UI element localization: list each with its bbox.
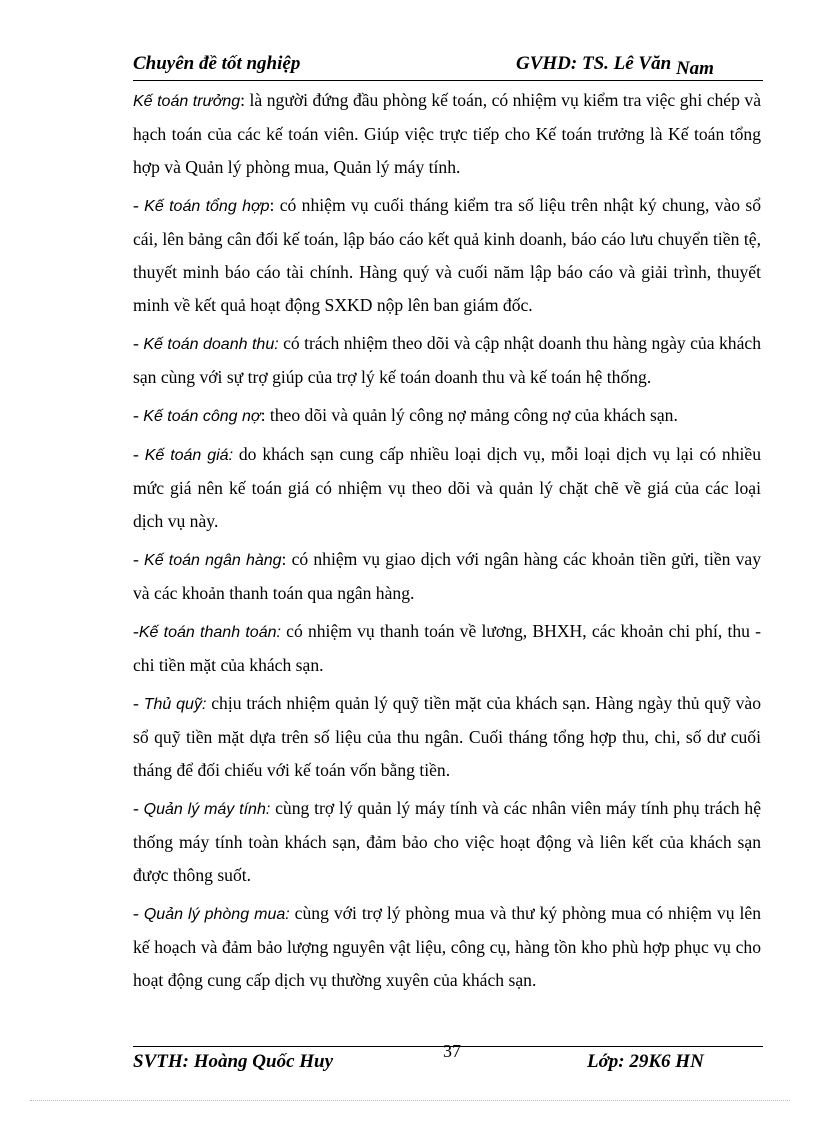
paragraph-prefix: - — [133, 333, 144, 353]
page-footer — [133, 1041, 763, 1077]
paragraph-ke-toan-tong-hop — [133, 189, 761, 322]
header-advisor-name: Nam — [675, 58, 714, 79]
paragraph-prefix: - — [133, 621, 139, 641]
footer-class: Lớp: 29K6 HN — [587, 1051, 704, 1072]
paragraph-label: Kế toán thanh toán: — [138, 624, 281, 641]
paragraph-ke-toan-gia — [133, 438, 761, 538]
paragraph-ke-toan-doanh-thu — [133, 327, 761, 394]
paragraph-thu-quy — [133, 687, 761, 787]
paragraph-label: Quản lý máy tính: — [143, 801, 271, 818]
page-header — [133, 50, 763, 81]
header-advisor-prefix: GVHD: TS. Lê Văn — [516, 53, 672, 74]
header-title: Chuyên đề tốt nghiệp — [133, 53, 301, 74]
paragraph-text: có nhiệm vụ thanh toán về lương, BHXH, các khoản chi phí, thu - chi tiền mặt của khách sạn. — [133, 621, 761, 675]
paragraph-quan-ly-may-tinh — [133, 792, 761, 892]
paragraph-label: Kế toán giá: — [144, 447, 234, 464]
document-body — [133, 84, 761, 997]
paragraph-ke-toan-truong — [133, 84, 761, 184]
paragraph-prefix: - — [133, 195, 145, 215]
page-edge-divider — [30, 1100, 790, 1101]
paragraph-label: Kế toán trưởng — [133, 93, 241, 110]
paragraph-text: : là người đứng đầu phòng kế toán, có nhiệm vụ kiểm tra việc ghi chép và hạch toán của các kế toán viên. Giúp việc trực tiếp cho Kế toán trưởng là Kế toán tổng hợp và Quản lý phòng mua, Quản lý máy tính. — [133, 90, 762, 177]
paragraph-label: Kế toán tổng hợp — [144, 198, 270, 215]
paragraph-prefix: - — [133, 798, 144, 818]
paragraph-text: có trách nhiệm theo dõi và cập nhật doanh thu hàng ngày của khách sạn cùng với sự trợ giúp của trợ lý kế toán doanh thu và kế toán hệ thống. — [133, 333, 761, 387]
paragraph-text: do khách sạn cung cấp nhiều loại dịch vụ, mỗi loại dịch vụ lại có nhiều mức giá nên kế toán giá có nhiệm vụ theo dõi và quản lý chặt chẽ về giá của các loại dịch vụ này. — [133, 444, 761, 531]
paragraph-text: chịu trách nhiệm quản lý quỹ tiền mặt của khách sạn. Hàng ngày thủ quỹ vào sổ quỹ tiền mặt dựa trên số liệu của thu ngân. Cuối tháng tổng hợp thu, chi, số dư cuối tháng để đối chiếu với kế toán vốn bằng tiền. — [133, 693, 762, 780]
paragraph-text: cùng với trợ lý phòng mua và thư ký phòng mua có nhiệm vụ lên kế hoạch và đảm bảo lượng nguyên vật liệu, công cụ, hàng tồn kho phù hợp phục vụ cho hoạt động cung cấp dịch vụ thường xuyên của khách sạn. — [133, 903, 762, 990]
paragraph-ke-toan-ngan-hang — [133, 543, 761, 610]
paragraph-label: Kế toán doanh thu: — [143, 336, 279, 353]
header-advisor — [516, 53, 714, 79]
paragraph-text: : theo dõi và quản lý công nợ mảng công nợ của khách sạn. — [260, 405, 678, 425]
paragraph-ke-toan-thanh-toan — [133, 615, 761, 682]
paragraph-prefix: - — [133, 549, 145, 569]
paragraph-text: : có nhiệm vụ cuối tháng kiểm tra số liệu trên nhật ký chung, vào sổ cái, lên bảng cân đối kế toán, lập báo cáo kết quả kinh doanh, báo cáo lưu chuyển tiền tệ, thuyết minh báo cáo tài chính. Hàng quý và cuối năm lập báo cáo và giải trình, thuyết minh về kết quả hoạt động SXKD nộp lên ban giám đốc. — [133, 195, 761, 315]
paragraph-label: Kế toán công nợ — [143, 408, 261, 425]
footer-student: SVTH: Hoàng Quốc Huy — [133, 1051, 334, 1072]
paragraph-prefix: - — [133, 693, 144, 713]
paragraph-label: Thủ quỹ: — [143, 696, 207, 713]
paragraph-label: Quản lý phòng mua: — [143, 906, 290, 923]
paragraph-ke-toan-cong-no — [133, 399, 761, 433]
paragraph-prefix: - — [133, 903, 144, 923]
paragraph-quan-ly-phong-mua — [133, 897, 761, 997]
paragraph-label: Kế toán ngân hàng — [144, 552, 282, 569]
paragraph-prefix: - — [133, 405, 144, 425]
paragraph-text: : có nhiệm vụ giao dịch với ngân hàng các khoản tiền gửi, tiền vay và các khoản thanh toán qua ngân hàng. — [133, 549, 762, 603]
paragraph-text: cùng trợ lý quản lý máy tính và các nhân viên máy tính phụ trách hệ thống máy tính toàn khách sạn, đảm bảo cho việc hoạt động và liên kết của khách sạn được thông suốt. — [133, 798, 762, 885]
paragraph-prefix: - — [133, 444, 145, 464]
page-number: 37 — [443, 1041, 461, 1061]
